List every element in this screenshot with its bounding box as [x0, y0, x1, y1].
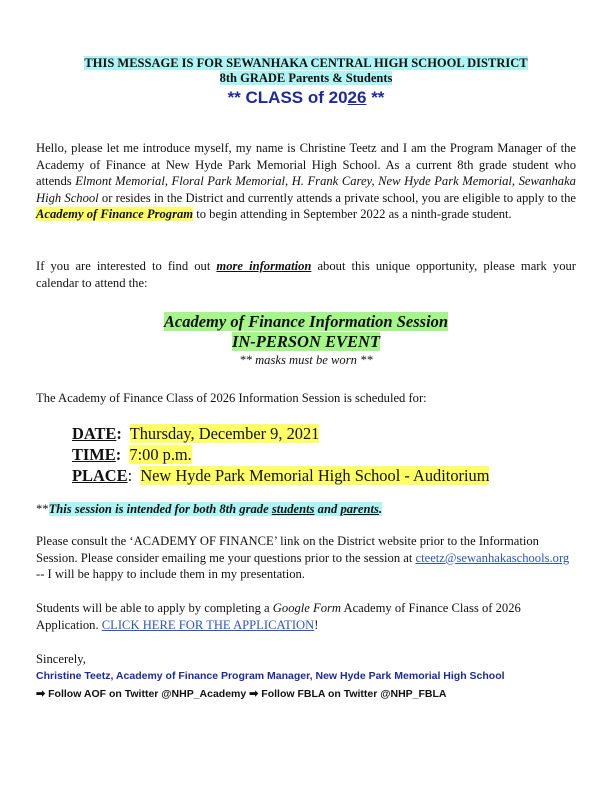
parents-word: parents — [340, 502, 379, 516]
follow-fbla-text: Follow FBLA on Twitter @NHP_FBLA — [258, 688, 447, 700]
time-row: TIME: 7:00 p.m. — [72, 445, 192, 464]
date-value: Thursday, December 9, 2021 — [129, 424, 320, 443]
apply-paragraph: Students will be able to apply by completing a Google Form Academy of Finance Class of 2026 Application. CLICK HERE FOR THE APPLICATION! — [36, 601, 521, 632]
time-label: TIME — [72, 445, 116, 464]
event-title: Academy of Finance Information Session — [163, 312, 449, 331]
date-label: DATE — [72, 424, 117, 443]
event-block — [0, 312, 612, 369]
class-of-title: ** CLASS of 2026 ** — [227, 88, 385, 107]
school-list: Elmont Memorial, Floral Park Memorial, H. Frank Carey, New Hyde Park Memorial, Sewanhaka High School — [36, 174, 576, 205]
event-details — [72, 423, 489, 486]
scheduled-text: The Academy of Finance Class of 2026 Information Session is scheduled for: — [36, 391, 427, 405]
session-note: **This session is intended for both 8th grade students and parents. — [36, 502, 383, 516]
twitter-follow-line — [36, 687, 447, 700]
place-row: PLACE: New Hyde Park Memorial High School - Auditorium — [72, 466, 490, 485]
event-note: ** masks must be worn ** — [239, 353, 373, 367]
program-name: Academy of Finance Program — [36, 207, 194, 221]
google-form-text: Google Form — [272, 601, 342, 615]
signature-line: Christine Teetz, Academy of Finance Program Manager, New Hyde Park Memorial High School — [36, 670, 505, 682]
students-word: students — [271, 502, 315, 516]
arrow-right-icon: ➡ — [249, 688, 259, 700]
arrow-right-icon: ➡ — [36, 688, 46, 700]
follow-aof-text: Follow AOF on Twitter @NHP_Academy — [45, 688, 250, 700]
interest-paragraph: If you are interested to find out more information about this unique opportunity, please mark your calendar to attend the: — [36, 259, 576, 290]
more-information-emphasis: more information — [216, 259, 312, 273]
event-subtitle: IN-PERSON EVENT — [231, 332, 381, 351]
header-line-1: THIS MESSAGE IS FOR SEWANHAKA CENTRAL HIGH SCHOOL DISTRICT — [84, 56, 528, 70]
document-header — [0, 56, 612, 110]
time-value: 7:00 p.m. — [129, 445, 192, 464]
date-row: DATE: Thursday, December 9, 2021 — [72, 424, 320, 443]
application-link[interactable]: CLICK HERE FOR THE APPLICATION — [101, 617, 315, 632]
sincerely-text: Sincerely, — [36, 652, 86, 666]
place-label: PLACE — [72, 466, 128, 485]
intro-paragraph: Hello, please let me introduce myself, my name is Christine Teetz and I am the Program Manager of the Academy of Finance at New Hyde Park Memorial High School. As a current 8th grade student who attends Elmont Memorial, Floral Park Memorial, H. Frank Carey, New Hyde Park Memorial, Sewanhaka High School or resides in the District and currently attends a private school, you are eligible to apply to the Academy of Finance Program to begin attending in September 2022 as a ninth-grade student. — [36, 141, 576, 221]
email-link[interactable]: cteetz@sewanhakaschools.org — [415, 550, 570, 565]
header-line-2: 8th GRADE Parents & Students — [219, 71, 393, 85]
consult-paragraph: Please consult the ‘ACADEMY OF FINANCE’ link on the District website prior to the Information Session. Please consider emailing me your questions prior to the session at cteetz@sewanhakaschools.org -- I will be happy to include them in my presentation. — [36, 534, 570, 581]
place-value: New Hyde Park Memorial High School - Auditorium — [140, 466, 490, 485]
